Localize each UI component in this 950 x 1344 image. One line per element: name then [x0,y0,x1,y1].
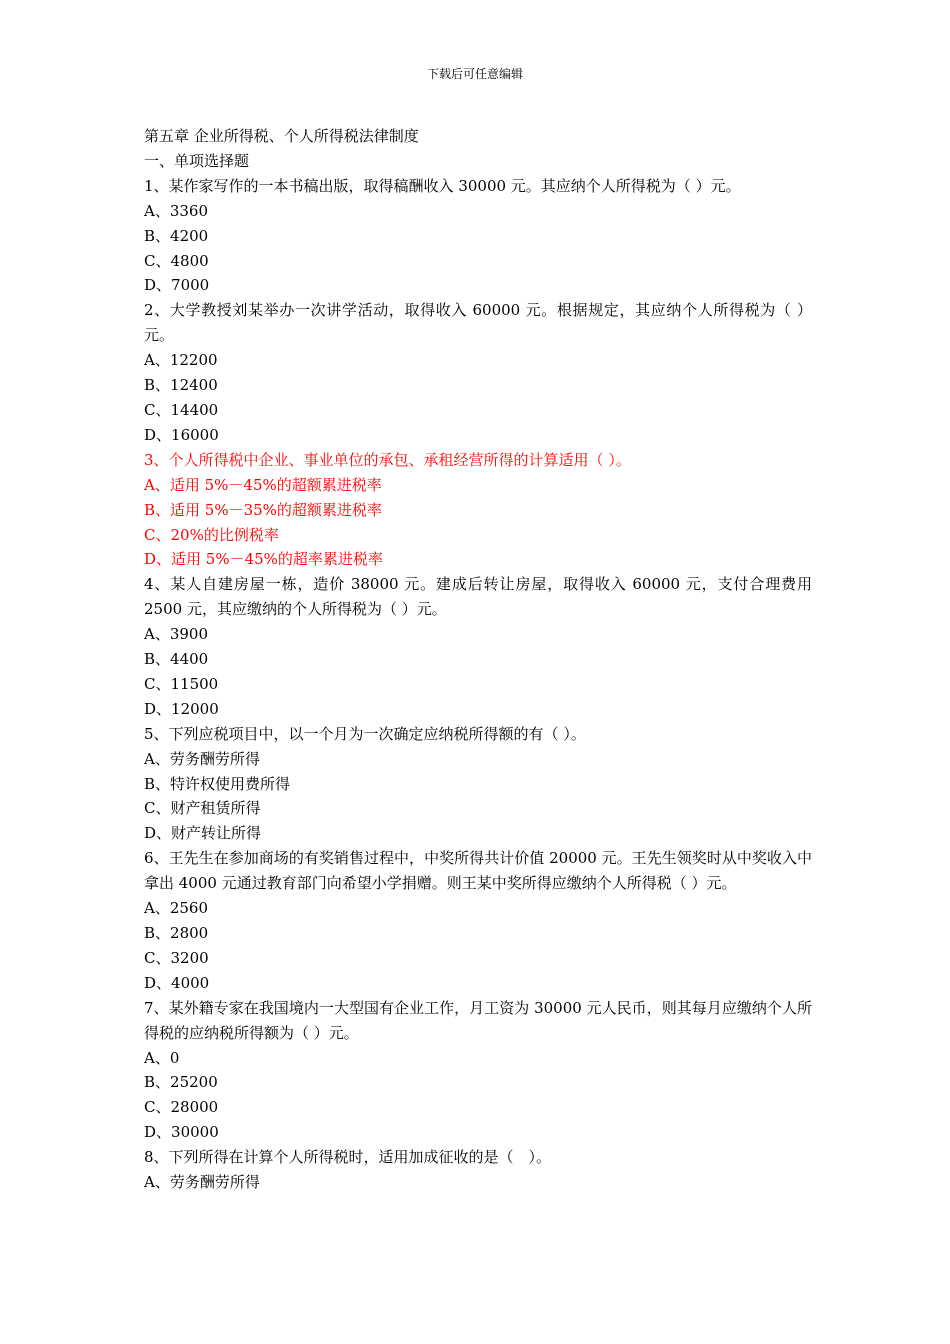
question-text: 6、王先生在参加商场的有奖销售过程中，中奖所得共计价值 20000 元。王先生领奖时从中奖收入中拿出 4000 元通过教育部门向希望小学捐赠。则王某中奖所得应缴纳个人所得税（ ）元。 [144,849,812,893]
page-header: 下载后可任意编辑 [426,67,523,81]
question-text: 5、下列应税项目中，以一个月为一次确定应纳税所得额的有（ ）。 [144,724,586,743]
question-text: 8、下列所得在计算个人所得税时，适用加成征收的是（ ）。 [144,1148,552,1167]
option-d: D、财产转让所得 [144,824,262,843]
option-c: C、3200 [144,948,209,967]
question-5 [144,722,812,847]
option-d: D、4000 [144,973,210,992]
question-8 [144,1145,812,1195]
option-b: B、4200 [144,226,209,245]
option-b: B、2800 [144,924,209,942]
option-d: D、30000 [144,1123,219,1142]
option-d: D、12000 [144,699,219,718]
option-a: A、12200 [144,351,218,370]
option-d: D、适用 5%－45%的超率累进税率 [144,550,383,569]
question-7 [144,996,812,1145]
question-6 [144,846,812,995]
option-c: C、财产租赁所得 [144,799,261,818]
option-c: C、4800 [144,251,209,270]
question-text: 2、大学教授刘某举办一次讲学活动，取得收入 60000 元。根据规定，其应纳个人所得税为（ ）元。 [144,301,812,345]
question-2 [144,298,812,447]
question-text: 4、某人自建房屋一栋，造价 38000 元。建成后转让房屋，取得收入 60000 元，支付合理费用 2500 元，其应缴纳的个人所得税为（ ）元。 [144,575,812,619]
option-a: A、劳务酬劳所得 [144,1173,260,1192]
option-a: A、2560 [144,899,209,918]
question-4 [144,572,812,721]
question-text: 7、某外籍专家在我国境内一大型国有企业工作，月工资为 30000 元人民币，则其每月应缴纳个人所得税的应纳税所得额为（ ）元。 [144,998,812,1042]
option-c: C、20%的比例税率 [144,525,279,544]
option-a: A、0 [144,1048,180,1067]
option-c: C、14400 [144,400,219,419]
chapter-title: 第五章 企业所得税、个人所得税法律制度 [144,127,419,145]
option-d: D、16000 [144,425,219,444]
option-d: D、7000 [144,276,210,295]
question-3 [144,448,812,573]
option-b: B、适用 5%－35%的超额累进税率 [144,500,382,519]
question-1 [144,174,812,299]
option-a: A、适用 5%－45%的超额累进税率 [144,475,382,494]
option-a: A、3360 [144,201,209,220]
option-c: C、28000 [144,1098,219,1117]
option-b: B、12400 [144,376,218,395]
option-b: B、特许权使用费所得 [144,774,291,793]
option-c: C、11500 [144,674,219,693]
option-a: A、3900 [144,625,209,644]
option-b: B、4400 [144,650,209,669]
question-text: 3、个人所得税中企业、事业单位的承包、承租经营所得的计算适用（ ）。 [144,450,631,469]
document-body [144,124,812,1195]
section-heading: 一、单项选择题 [144,151,250,170]
option-a: A、劳务酬劳所得 [144,749,260,768]
option-b: B、25200 [144,1073,218,1092]
question-text: 1、某作家写作的一本书稿出版，取得稿酬收入 30000 元。其应纳个人所得税为（ ）元。 [144,176,741,195]
